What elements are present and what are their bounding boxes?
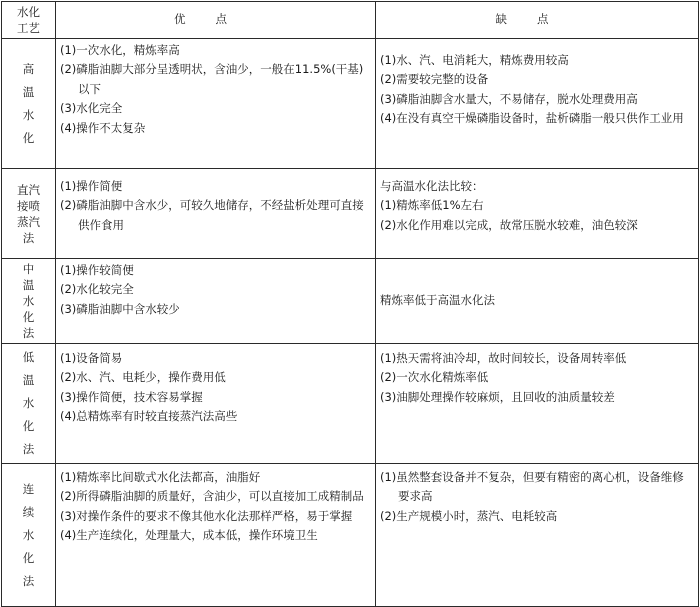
method-char: 高	[22, 61, 35, 76]
advantage-item: (2)水、汽、电耗少，操作费用低	[60, 370, 226, 385]
method-cell	[2, 464, 56, 607]
advantage-item: (4)总精炼率有时较直接蒸汽法高些	[60, 409, 238, 424]
disadvantages-cell	[376, 344, 699, 464]
advantages-cell	[56, 259, 376, 344]
header-method	[2, 2, 56, 39]
disadvantages-cell	[376, 259, 699, 344]
method-char: 连	[22, 481, 35, 496]
method-char: 法	[22, 326, 35, 340]
method-char: 化	[22, 310, 35, 324]
advantage-item: (3)对操作条件的要求不像其他水化法那样严格，易于掌握	[60, 508, 353, 523]
advantages-cell	[56, 464, 376, 607]
advantages-cell	[56, 344, 376, 464]
disadvantage-intro: 与高温水化法比较：	[380, 179, 484, 193]
comparison-table	[1, 1, 699, 607]
method-cell	[2, 344, 56, 464]
advantages-cell	[56, 39, 376, 169]
method-cell	[2, 39, 56, 169]
method-char: 化	[22, 130, 35, 145]
disadvantage-item: (2)生产规模小时，蒸汽、电耗较高	[380, 508, 558, 523]
table-row	[2, 464, 699, 607]
disadvantages-cell	[376, 464, 699, 607]
disadvantage-text: 精炼率低于高温水化法	[380, 293, 495, 308]
advantages-cell	[56, 169, 376, 259]
disadvantages-cell	[376, 39, 699, 169]
method-char: 中	[22, 262, 35, 276]
method-char: 续	[22, 504, 35, 519]
method-char: 温	[22, 278, 35, 292]
method-cell	[2, 259, 56, 344]
method-char: 水	[22, 294, 35, 308]
advantage-item: (1)精炼率比间歇式水化法都高，油脂好	[60, 470, 261, 484]
disadvantage-item: (1)水、汽、电消耗大，精炼费用较高	[380, 53, 569, 67]
disadvantage-item: (2)需要较完整的设备	[380, 72, 489, 87]
disadvantage-item: (1)热天需将油冷却，故时间较长，设备周转率低	[380, 351, 627, 365]
table-row	[2, 259, 699, 344]
advantage-item: (3)磷脂油脚中含水较少	[60, 301, 180, 316]
method-char: 法	[22, 573, 35, 588]
header-disadvantages: 缺点	[376, 2, 699, 39]
method-char: 蒸汽	[17, 214, 40, 229]
disadvantage-item: (3)磷脂油脚含水量大，不易储存，脱水处理费用高	[380, 91, 638, 106]
method-char: 低	[22, 350, 35, 364]
table-row	[2, 344, 699, 464]
method-char: 温	[22, 373, 35, 387]
advantage-item: (2)磷脂油脚中含水少，可较久地储存，不经盐析处理可直接供作食用	[60, 198, 364, 232]
advantage-item: (1)操作简便	[60, 179, 123, 193]
disadvantage-item: (2)一次水化精炼率低	[380, 370, 489, 385]
advantage-item: (2)水化较完全	[60, 282, 134, 297]
method-char: 水	[22, 527, 35, 542]
advantage-item: (4)操作不太复杂	[60, 120, 146, 135]
disadvantage-item: (4)在没有真空干燥磷脂设备时，盐析磷脂一般只供作工业用	[380, 111, 684, 126]
method-char: 直汽	[17, 182, 40, 197]
disadvantages-cell	[376, 169, 699, 259]
method-char: 化	[22, 550, 35, 565]
table-row	[2, 39, 699, 169]
method-char: 接喷	[17, 198, 40, 213]
advantage-item: (2)所得磷脂油脚的质量好，含油少，可以直接加工成精制品	[60, 489, 364, 504]
advantage-item: (2)磷脂油脚大部分呈透明状，含油少，一般在11.5%(干基)以下	[60, 62, 364, 96]
advantage-item: (4)生产连续化，处理量大，成本低，操作环境卫生	[60, 528, 318, 543]
advantage-item: (1)一次水化，精炼率高	[60, 43, 180, 57]
method-cell	[2, 169, 56, 259]
method-char: 温	[22, 84, 35, 99]
advantage-item: (3)水化完全	[60, 101, 123, 116]
method-char: 法	[22, 230, 35, 245]
method-char: 法	[22, 442, 35, 456]
header-row	[2, 2, 699, 39]
disadvantage-item: (3)油脚处理操作较麻烦，且回收的油质量较差	[380, 389, 615, 404]
header-method-line1: 水化	[17, 5, 40, 19]
disadvantage-item: (1)虽然整套设备并不复杂，但要有精密的离心机，设备维修要求高	[380, 470, 684, 504]
method-char: 化	[22, 419, 35, 433]
header-advantages: 优点	[56, 2, 376, 39]
table-row	[2, 169, 699, 259]
disadvantage-item: (1)精炼率低1%左右	[380, 198, 484, 213]
disadvantage-item: (2)水化作用难以完成，故常压脱水较难，油色较深	[380, 217, 638, 232]
method-char: 水	[22, 107, 35, 122]
header-method-line2: 工艺	[17, 21, 40, 35]
advantage-item: (3)操作简便，技术容易掌握	[60, 389, 203, 404]
advantage-item: (1)操作较简便	[60, 263, 134, 277]
method-char: 水	[22, 396, 35, 410]
advantage-item: (1)设备简易	[60, 351, 123, 365]
